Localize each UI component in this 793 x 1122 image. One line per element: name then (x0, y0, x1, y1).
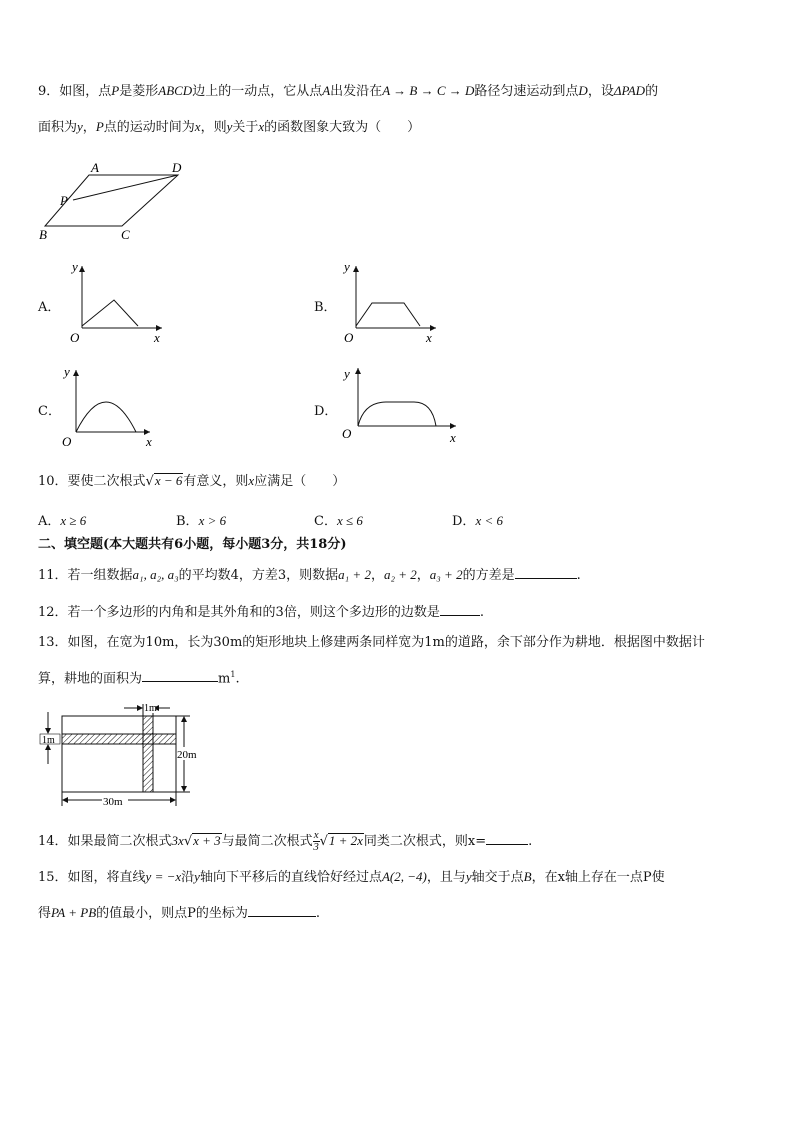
answer-blank[interactable] (486, 832, 528, 845)
q9-text: 9．如图，点 (38, 84, 112, 99)
rhombus-figure (30, 155, 200, 245)
horizontal-road (62, 734, 176, 744)
q10-text: 10．要使二次根式 (38, 474, 146, 489)
q9-var: y (226, 119, 233, 134)
x-arrow (450, 423, 456, 429)
graph-curve (358, 402, 436, 426)
option-expr: x ≥ 6 (60, 513, 87, 528)
q10-text: 应满足（ ） (254, 474, 346, 489)
y-arrow (79, 266, 85, 272)
q15-text: . (315, 906, 321, 921)
q10-option-c[interactable] (314, 510, 363, 529)
q15-line1 (38, 868, 665, 887)
q9-text: 关于 (232, 120, 259, 135)
dim-bottom: 30m (103, 796, 123, 808)
dim-right: 20m (177, 749, 197, 761)
option-expr: x > 6 (198, 513, 227, 528)
q9-text: 点的运动时间为 (103, 120, 195, 135)
q9-text: ，设 (587, 84, 614, 99)
sqrt-sign: √ (319, 834, 328, 849)
q11-line (38, 566, 581, 585)
graph-curve (76, 402, 136, 432)
q11-text: . (576, 568, 581, 583)
field-figure (38, 700, 218, 812)
option-label: A． (38, 514, 61, 529)
q15-var: y (465, 869, 472, 884)
q13-line1: 13．如图，在宽为10m，长为30m的矩形地块上修建两条同样宽为1m的道路，余下部分作为耕地．根据图中数据计 (38, 635, 705, 650)
vertical-road (143, 716, 153, 792)
q9-var: y (77, 119, 83, 134)
q9-text: ， (82, 120, 96, 135)
q12-line (38, 603, 484, 622)
option-expr: x < 6 (475, 513, 503, 528)
q10-option-a[interactable] (38, 510, 86, 529)
q14-text: . (528, 834, 533, 849)
answer-blank[interactable] (248, 904, 316, 917)
y-label: y (344, 259, 350, 274)
q9-option-c-label[interactable]: C． (38, 404, 61, 419)
x-label: x (450, 430, 456, 445)
q9-var: ABCD (158, 83, 193, 98)
answer-blank[interactable] (440, 603, 480, 616)
q9-text: 是菱形 (119, 84, 159, 99)
q9-line2 (38, 118, 420, 137)
q15-var: y (194, 869, 200, 884)
q10-option-b[interactable] (176, 510, 226, 529)
q9-text: 路径匀速运动到点 (474, 84, 579, 99)
q9-option-c-graph (56, 362, 166, 452)
q9-var: P (95, 119, 104, 134)
q15-text: 轴交于点 (471, 870, 524, 885)
q11-text: ， (370, 568, 384, 583)
segment-pd (73, 175, 178, 200)
option-label: B． (176, 514, 199, 529)
answer-blank[interactable] (515, 566, 577, 579)
option-label: D． (452, 514, 476, 529)
y-arrow (73, 370, 79, 376)
q13-text: . (235, 671, 240, 687)
q14-text: 14．如果最简二次根式 (38, 834, 172, 849)
q9-text: 面积为 (38, 120, 78, 135)
frac-den: 3 (313, 841, 319, 853)
q15-point: A(2, −4) (381, 869, 427, 884)
q9-text: 边上的一动点，它从点 (192, 84, 323, 99)
q9-var: P (111, 83, 120, 98)
y-arrow (353, 266, 359, 272)
q12-text: . (479, 605, 484, 620)
q13-sup: 1 (230, 670, 236, 679)
x-label: x (146, 434, 152, 449)
q10-line (38, 472, 345, 491)
y-label: y (344, 366, 350, 381)
y-label: y (72, 259, 78, 274)
q10-radicand: x − 6 (154, 473, 183, 488)
q15-text: ，且与 (426, 870, 466, 885)
q9-option-d-graph (338, 360, 468, 450)
q9-var: A (322, 83, 331, 98)
y-arrow (355, 368, 361, 374)
q9-option-a-label[interactable]: A． (38, 300, 61, 315)
q15-text: 轴向下平移后的直线恰好经过点 (199, 870, 382, 885)
q15-expr: PA + PB (51, 905, 97, 920)
q9-var: x (258, 119, 265, 134)
q14-text: 同类二次根式，则x= (363, 834, 487, 849)
q14-text: 与最简二次根式 (221, 834, 313, 849)
q9-option-d-label[interactable]: D． (314, 404, 338, 419)
q11-var: a₃ + 2 (429, 567, 463, 582)
q9-var: D (578, 83, 588, 98)
dim-top: 1m (144, 703, 157, 714)
answer-blank[interactable] (142, 669, 218, 682)
q15-line2 (38, 904, 320, 923)
q10-var: x (248, 473, 255, 488)
q15-text: 沿 (181, 870, 195, 885)
q9-text: 的 (645, 84, 659, 99)
x-label: x (426, 330, 432, 345)
label-c: C (121, 227, 130, 242)
q15-text: 得 (38, 906, 52, 921)
q10-text: 有意义，则 (183, 474, 249, 489)
origin-label: O (62, 434, 72, 449)
y-label: y (64, 364, 70, 379)
q15-text: ，在x轴上存在一点P使 (531, 870, 665, 885)
label-p: P (60, 193, 68, 208)
q9-text: ，则 (200, 120, 227, 135)
q9-path: A → B → C → D (382, 83, 475, 98)
sqrt-sign: √ (145, 474, 154, 489)
q11-var: a₁, a₂, a₃ (132, 567, 179, 582)
x-label: x (154, 330, 160, 345)
q11-text: 的平均数4，方差3，则数据 (178, 568, 339, 583)
origin-label: O (70, 330, 80, 345)
dim-left: 1m (42, 735, 55, 746)
q15-eq: y = −x (145, 869, 182, 884)
frac-num: x (313, 829, 319, 841)
q9-option-b-graph (336, 256, 446, 346)
q9-var: x (194, 119, 201, 134)
origin-label: O (344, 330, 354, 345)
option-expr: x ≤ 6 (336, 513, 363, 528)
q11-text: ， (416, 568, 430, 583)
label-d: D (172, 160, 182, 175)
q11-var: a₁ + 2 (338, 567, 371, 582)
q11-text: 11．若一组数据 (38, 568, 133, 583)
option-label: C． (314, 514, 337, 529)
q15-text: 的值最小，则点P的坐标为 (96, 906, 248, 921)
q9-line1 (38, 82, 658, 101)
q9-var: ΔPAD (613, 83, 646, 98)
q12-text: 12．若一个多边形的内角和是其外角和的3倍，则这个多边形的边数是 (38, 605, 440, 620)
sqrt-sign: √ (183, 834, 193, 849)
q14-var: 3x (171, 833, 184, 848)
graph-curve (356, 303, 420, 326)
q14-line (38, 826, 532, 856)
field-rect (62, 716, 176, 792)
section-heading: 二、填空题(本大题共有6小题，每小题3分，共18分) (38, 537, 347, 552)
q13-line2 (38, 666, 240, 688)
q15-text: 15．如图，将直线 (38, 870, 146, 885)
q15-var: B (523, 869, 532, 884)
q13-unit: m (218, 671, 231, 687)
origin-label: O (342, 426, 352, 441)
q11-text: 的方差是 (462, 568, 515, 583)
q14-fraction (313, 830, 320, 853)
q9-text: 的函数图象大致为（ ） (264, 120, 421, 135)
q9-option-a-graph (62, 256, 172, 346)
label-a: A (91, 160, 99, 175)
q10-option-d[interactable] (452, 510, 503, 529)
graph-curve (82, 300, 138, 326)
q13-text: 算，耕地的面积为 (38, 671, 143, 687)
q9-option-b-label[interactable]: B． (314, 300, 337, 315)
q11-var: a₂ + 2 (383, 567, 417, 582)
q9-text: 出发沿在 (330, 84, 383, 99)
q14-radicand: x + 3 (193, 833, 221, 848)
q14-radicand: 1 + 2x (328, 833, 363, 848)
label-b: B (39, 227, 47, 242)
